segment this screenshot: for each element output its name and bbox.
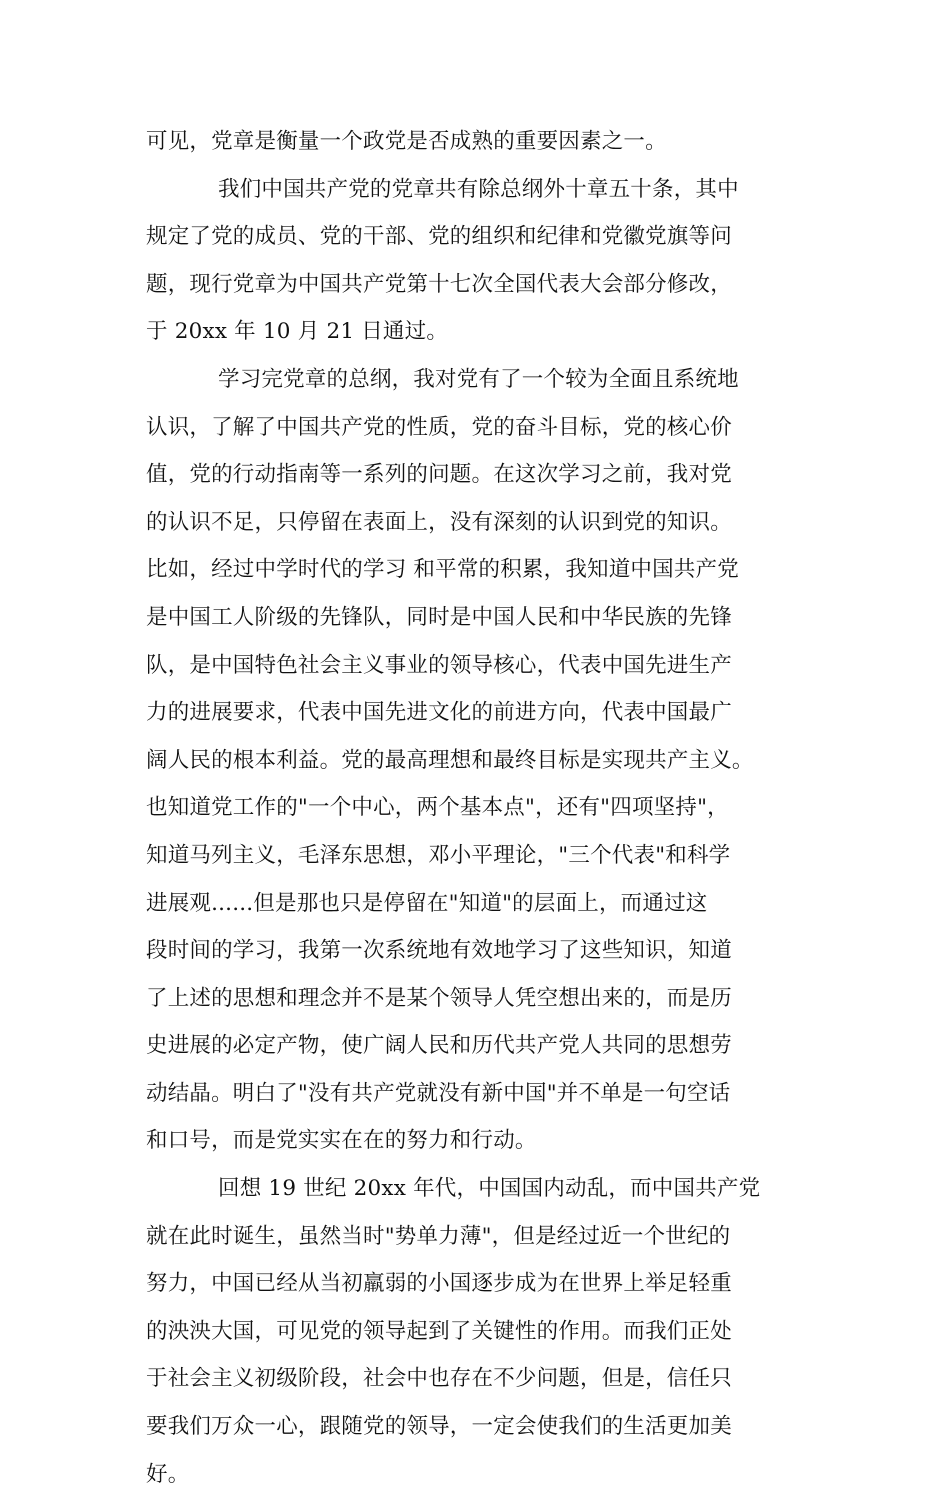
text-line: 回想 19 世纪 20xx 年代，中国国内动乱，而中国共产党	[218, 1176, 761, 1202]
text-line: 学习完党章的总纲，我对党有了一个较为全面且系统地	[218, 366, 739, 392]
text-line: 可见，党章是衡量一个政党是否成熟的重要因素之一。	[146, 129, 667, 154]
text-line: 就在此时诞生，虽然当时"势单力薄"，但是经过近一个世纪的	[146, 1223, 731, 1249]
document-body	[146, 118, 810, 1498]
text-line: 于 20xx 年 10 月 21 日通过。	[146, 319, 449, 345]
text-line: 动结晶。明白了"没有共产党就没有新中国"并不单是一句空话	[146, 1080, 731, 1106]
text-line: 队，是中国特色社会主义事业的领导核心，代表中国先进生产	[146, 652, 732, 678]
text-line: 要我们万众一心，跟随党的领导，一定会使我们的生活更加美	[146, 1414, 732, 1440]
text-line: 好。	[146, 1461, 190, 1487]
text-line: 认识，了解了中国共产党的性质，党的奋斗目标，党的核心价	[146, 414, 732, 440]
text-line: 规定了党的成员、党的干部、党的组织和纪律和党徽党旗等问	[146, 224, 732, 250]
text-line: 力的进展要求，代表中国先进文化的前进方向，代表中国最广	[146, 700, 732, 726]
text-line: 段时间的学习，我第一次系统地有效地学习了这些知识，知道	[146, 938, 732, 964]
text-line: 于社会主义初级阶段，社会中也存在不少问题，但是，信任只	[146, 1366, 732, 1392]
text-line: 努力，中国已经从当初羸弱的小国逐步成为在世界上举足轻重	[146, 1271, 732, 1297]
text-line: 我们中国共产党的党章共有除总纲外十章五十条，其中	[218, 176, 739, 202]
text-line: 和口号，而是党实实在在的努力和行动。	[146, 1128, 537, 1154]
text-line: 了上述的思想和理念并不是某个领导人凭空想出来的，而是历	[146, 985, 732, 1011]
text-line: 的认识不足，只停留在表面上，没有深刻的认识到党的知识。	[146, 509, 732, 535]
text-line: 史进展的必定产物，使广阔人民和历代共产党人共同的思想劳	[146, 1033, 732, 1059]
text-line: 阔人民的根本利益。党的最高理想和最终目标是实现共产主义。	[146, 747, 754, 773]
text-line: 题，现行党章为中国共产党第十七次全国代表大会部分修改，	[146, 271, 732, 297]
text-line: 值，党的行动指南等一系列的问题。在这次学习之前，我对党	[146, 462, 732, 488]
text-line: 是中国工人阶级的先锋队，同时是中国人民和中华民族的先锋	[146, 604, 732, 630]
text-line: 的泱泱大国，可见党的领导起到了关键性的作用。而我们正处	[146, 1318, 732, 1344]
text-line: 也知道党工作的"一个中心，两个基本点"，还有"四项坚持"，	[146, 795, 729, 821]
text-line: 比如，经过中学时代的学习 和平常的积累，我知道中国共产党	[146, 557, 739, 583]
text-line: 知道马列主义，毛泽东思想，邓小平理论，"三个代表"和科学	[146, 842, 731, 868]
text-line: 进展观......但是那也只是停留在"知道"的层面上，而通过这	[146, 890, 708, 916]
